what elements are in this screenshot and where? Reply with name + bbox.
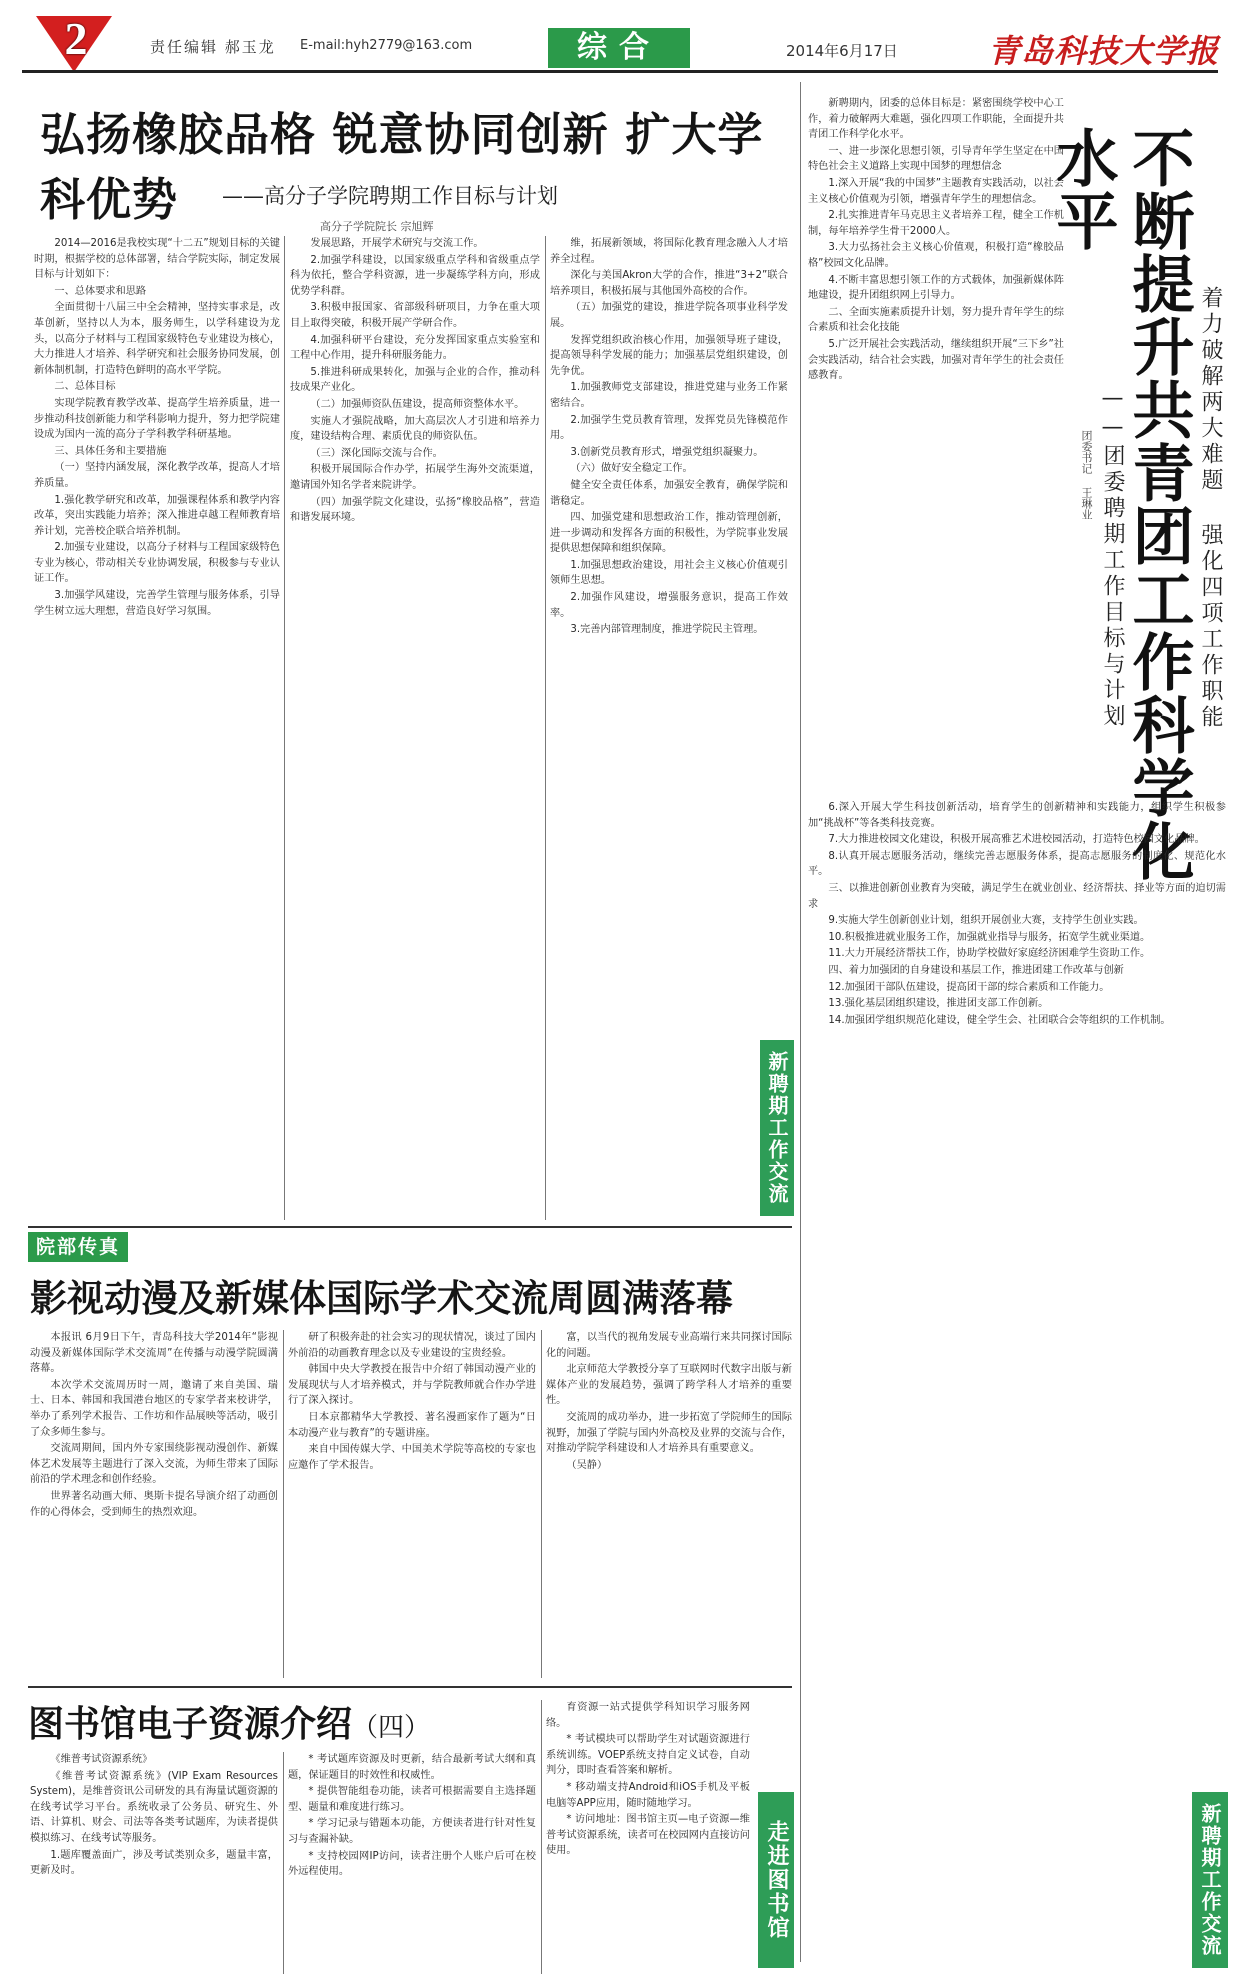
paragraph: 3.积极申报国家、省部级科研项目，力争在重大项目上取得突破，积极开展产学研合作。: [290, 302, 540, 329]
column-rule: [284, 236, 285, 1220]
story4-column-1: [30, 1752, 278, 1974]
story4-column-tag: 走进图书馆: [758, 1792, 794, 1968]
paragraph: 日本京都精华大学教授、著名漫画家作了题为“日本动漫产业与教育”的专题讲座。: [288, 1411, 536, 1439]
story3-headline: 影视动漫及新媒体国际学术交流周圆满落幕: [30, 1277, 733, 1320]
paragraph: 一、总体要求和思路: [54, 285, 147, 297]
paragraph: 四、着力加强团的自身建设和基层工作，推进团建工作改革与创新: [828, 964, 1124, 976]
paragraph: 新聘期内，团委的总体目标是：紧密围绕学校中心工作，着力破解两大难题，强化四项工作职能，全面提升共青团工作科学化水平。: [808, 98, 1064, 141]
paragraph: 世界著名动画大师、奥斯卡提名导演介绍了动画创作的心得体会，受到师生的热烈欢迎。: [30, 1490, 278, 1518]
paragraph: 13.强化基层团组织建设，推进团支部工作创新。: [828, 998, 1049, 1010]
paragraph: 维，拓展新领域，将国际化教育理念融入人才培养全过程。: [550, 238, 788, 265]
editor-credit: 责任编辑 郝玉龙: [150, 38, 276, 56]
section-label: 综合: [548, 28, 690, 68]
paragraph: 来自中国传媒大学、中国美术学院等高校的专家也应邀作了学术报告。: [288, 1444, 536, 1471]
paragraph: 1.题库覆盖面广，涉及考试类别众多，题量丰富，更新及时。: [30, 1849, 278, 1877]
paragraph: （五）加强党的建设，推进学院各项事业科学发展。: [550, 302, 788, 329]
paper-nameplate: 青岛科技大学报: [988, 33, 1220, 69]
paragraph: 12.加强团干部队伍建设，提高团干部的综合素质和工作能力。: [828, 981, 1110, 993]
paragraph: 1.深入开展“我的中国梦”主题教育实践活动，以社会主义核心价值观为引领，增强青年学生的理想信念。: [808, 177, 1064, 205]
paragraph: 研了积极奔赴的社会实习的现状情况，谈过了国内外前沿的动画教育理念以及专业建设的宝贵经验。: [288, 1332, 536, 1359]
paragraph: （三）深化国际交流与合作。: [310, 447, 443, 459]
editor-email: E-mail:hyh2779@163.com: [300, 38, 473, 53]
paragraph: （二）加强师资队伍建设，提高师资整体水平。: [310, 398, 525, 410]
paragraph: 2.加强专业建设，以高分子材料与工程国家级特色专业为核心，带动相关专业协调发展，积极参与专业认证工作。: [34, 542, 280, 585]
paragraph: 14.加强团学组织规范化建设，健全学生会、社团联合会等组织的工作机制。: [828, 1014, 1171, 1026]
paragraph: 北京师范大学教授分享了互联网时代数字出版与新媒体产业的发展趋势，强调了跨学科人才培养的重要性。: [546, 1364, 792, 1407]
paragraph: * 学习记录与错题本功能，方便读者进行针对性复习与查漏补缺。: [288, 1818, 536, 1845]
story1-column-1: [34, 236, 280, 1224]
paragraph: 10.积极推进就业服务工作，加强就业指导与服务，拓宽学生就业渠道。: [828, 931, 1151, 943]
paragraph: 发展思路，开展学术研究与交流工作。: [310, 238, 484, 249]
masthead-rule: [22, 70, 1218, 73]
paragraph: 4.加强科研平台建设，充分发挥国家重点实验室和工程中心作用，提升科研服务能力。: [290, 334, 540, 362]
paragraph: * 考试模块可以帮助学生对试题资源进行系统训练。VOEP系统支持自定义试卷，自动判分，即时查看答案和解析。: [546, 1734, 750, 1777]
paragraph: 韩国中央大学教授在报告中介绍了韩国动漫产业的发展现状与人才培养模式，并与学院教师就合作办学进行了深入探讨。: [288, 1364, 536, 1407]
paragraph: 3.完善内部管理制度，推进学院民主管理。: [570, 624, 764, 636]
story1-column-tag: 新聘期工作交流: [760, 1040, 794, 1216]
paragraph: 9.实施大学生创新创业计划，组织开展创业大赛，支持学生创业实践。: [828, 915, 1144, 927]
paragraph: 1.强化教学研究和改革，加强课程体系和教学内容改革，突出实践能力培养；深入推进卓越工程师教育培养计划，完善校企联合培养机制。: [34, 494, 280, 537]
paragraph: 三、以推进创新创业教育为突破，满足学生在就业创业、经济帮扶、择业等方面的迫切需求: [808, 882, 1226, 910]
paragraph: 本报讯 6月9日下午，青岛科技大学2014年“影视动漫及新媒体国际学术交流周”在传播与动漫学院圆满落幕。: [30, 1332, 278, 1375]
paragraph: 《维普考试资源系统》(VIP Exam Resources System)，是维普资讯公司研发的具有海量试题资源的在线考试学习平台。系统收录了公务员、研究生、外语、计算机、财会、司法等各类考试题库，为读者提供模拟练习、在线考试等服务。: [30, 1770, 278, 1844]
paragraph: 实施人才强院战略，加大高层次人才引进和培养力度，建设结构合理、素质优良的师资队伍。: [290, 415, 540, 443]
story2-deck-2: ——团委聘期工作目标与计划: [1100, 386, 1125, 730]
paragraph: （一）坚持内涵发展，深化教学改革，提高人才培养质量。: [34, 462, 280, 489]
paragraph: 三、具体任务和主要措施: [54, 445, 167, 457]
paragraph: （吴静）: [566, 1459, 608, 1471]
column-rule: [283, 1752, 284, 1974]
story3-column-3: [546, 1330, 792, 1680]
paragraph: （四）加强学院文化建设，弘扬“橡胶品格”，营造和谐发展环境。: [290, 496, 540, 524]
paragraph: 交流周期间，国内外专家围绕影视动漫创作、新媒体艺术发展等主题进行了深入交流，为师生带来了国际前沿的学术理念和创作经验。: [30, 1443, 278, 1486]
paragraph: 四、加强党建和思想政治工作，推动管理创新，进一步调动和发挥各方面的积极性，为学院事业发展提供思想保障和组织保障。: [550, 512, 788, 555]
masthead: [0, 0, 1236, 72]
page-number: 2: [64, 13, 88, 64]
paragraph: 2.加强作风建设，增强服务意识，提高工作效率。: [550, 592, 788, 619]
paragraph: 二、总体目标: [54, 381, 116, 393]
story2-column-tag: 新聘期工作交流: [1192, 1792, 1228, 1968]
paragraph: * 考试题库资源及时更新，结合最新考试大纲和真题，保证题目的时效性和权威性。: [288, 1754, 536, 1781]
paragraph: 2.加强学生党员教育管理，发挥党员先锋模范作用。: [550, 414, 788, 442]
story2-byline: 团委书记 王琳业: [1080, 430, 1093, 520]
story4-column-3: [546, 1700, 750, 1974]
paragraph: 3.加强学风建设，完善学生管理与服务体系，引导学生树立远大理想，营造良好学习氛围。: [34, 590, 280, 617]
paragraph: 2014—2016是我校实现“十二五”规划目标的关键时期，根据学校的总体部署，结合学院实际，制定发展目标与计划如下：: [34, 238, 280, 281]
section-tag: 院部传真: [28, 1232, 128, 1262]
paragraph: 5.推进科研成果转化，加强与企业的合作，推动科技成果产业化。: [290, 366, 540, 394]
section-divider: [28, 1226, 792, 1228]
story2-column-2: [808, 800, 1226, 1810]
paragraph: 8.认真开展志愿服务活动，继续完善志愿服务体系，提高志愿服务的制度化、规范化水平。: [808, 850, 1226, 878]
story1-headline: 弘扬橡胶品格 锐意协同创新 扩大学科优势: [40, 108, 764, 226]
paragraph: 深化与美国Akron大学的合作，推进“3+2”联合培养项目，积极拓展与其他国外高校的合作。: [550, 270, 788, 297]
story1-byline: 高分子学院院长 宗旭辉: [320, 220, 434, 233]
paragraph: （六）做好安全稳定工作。: [570, 463, 693, 475]
paragraph: 交流周的成功举办，进一步拓宽了学院师生的国际视野，加强了学院与国内外高校及业界的交流与合作，对推动学院学科建设和人才培养具有重要意义。: [546, 1411, 792, 1455]
paragraph: * 提供智能组卷功能，读者可根据需要自主选择题型、题量和难度进行练习。: [288, 1786, 536, 1813]
paragraph: 1.加强教师党支部建设，推进党建与业务工作紧密结合。: [550, 382, 788, 409]
paragraph: 《维普考试资源系统》: [50, 1754, 153, 1765]
column-rule: [541, 1700, 542, 1974]
column-rule: [800, 82, 801, 1962]
story4-headline-part: （四）: [352, 1713, 431, 1743]
story3-column-1: [30, 1330, 278, 1680]
paragraph: * 支持校园网IP访问，读者注册个人账户后可在校外远程使用。: [288, 1850, 536, 1878]
paragraph: 2.加强学科建设，以国家级重点学科和省级重点学科为依托，整合学科资源，进一步凝练学科方向，形成优势学科群。: [290, 254, 540, 297]
paragraph: * 移动端支持Android和iOS手机及平板电脑等APP应用，随时随地学习。: [546, 1781, 750, 1809]
story4-headline-text: 图书馆电子资源介绍: [28, 1704, 353, 1745]
paragraph: 育资源一站式提供学科知识学习服务网络。: [546, 1702, 750, 1729]
paragraph: 二、全面实施素质提升计划，努力提升青年学生的综合素质和社会化技能: [808, 306, 1064, 334]
paragraph: 3.大力弘扬社会主义核心价值观，积极打造“橡胶品格”校园文化品牌。: [808, 242, 1064, 269]
paragraph: 本次学术交流周历时一周，邀请了来自美国、瑞士、日本、韩国和我国港台地区的专家学者来校讲学，举办了系列学术报告、工作坊和作品展映等活动，吸引了众多师生参与。: [30, 1379, 278, 1438]
paragraph: 3.创新党员教育形式，增强党组织凝聚力。: [570, 446, 764, 458]
column-rule: [283, 1330, 284, 1678]
story3-column-2: [288, 1330, 536, 1680]
paragraph: 6.深入开展大学生科技创新活动，培育学生的创新精神和实践能力，组织学生积极参加“挑战杯”等各类科技竞赛。: [808, 802, 1226, 829]
story2-column-1: [808, 96, 1064, 796]
story4-headline: [28, 1696, 430, 1747]
paragraph: 一、进一步深化思想引领，引导青年学生坚定在中国特色社会主义道路上实现中国梦的理想信念: [808, 145, 1064, 173]
paragraph: 5.广泛开展社会实践活动，继续组织开展“三下乡”社会实践活动，结合社会实践，加强对青年学生的社会责任感教育。: [808, 338, 1064, 382]
story1-column-3: [550, 236, 788, 1224]
paragraph: 实现学院教育教学改革、提高学生培养质量，进一步推动科技创新能力和学科影响力提升，努力把学院建设成为国内一流的高分子学科教学科研基地。: [34, 397, 280, 441]
column-rule: [541, 1330, 542, 1678]
story2-headline: 不断提升共青团工作科学化水平: [1046, 126, 1195, 882]
story1-column-2: [290, 236, 540, 1224]
paragraph: 全面贯彻十八届三中全会精神，坚持实事求是，改革创新，坚持以人为本，服务师生，以学科建设为龙头，以高分子材料与工程国家级特色专业建设为核心，大力推进人才培养、科学研究和社会服务协同发展，创新体制机制，打造特色鲜明的高水平学院。: [34, 302, 280, 376]
paragraph: 发挥党组织政治核心作用，加强领导班子建设，提高领导科学发展的能力；加强基层党组织建设，创先争优。: [550, 334, 788, 377]
paragraph: 4.不断丰富思想引领工作的方式载体，加强新媒体阵地建设，提升团组织网上引导力。: [808, 274, 1064, 302]
story2-deck: 着力破解两大难题 强化四项工作职能: [1198, 286, 1223, 731]
paragraph: 1.加强思想政治建设，用社会主义核心价值观引领师生思想。: [550, 559, 788, 587]
paragraph: 健全安全责任体系，加强安全教育，确保学院和谐稳定。: [550, 479, 788, 507]
paragraph: 积极开展国际合作办学，拓展学生海外交流渠道，邀请国外知名学者来院讲学。: [290, 464, 540, 491]
story1-deck: ——高分子学院聘期工作目标与计划: [222, 184, 558, 208]
issue-date: 2014年6月17日: [786, 42, 898, 60]
paragraph: 2.扎实推进青年马克思主义者培养工程，健全工作机制，每年培养学生骨干2000人。: [808, 210, 1064, 237]
paragraph: * 访问地址：图书馆主页—电子资源—维普考试资源系统，读者可在校园网内直接访问使用。: [546, 1814, 750, 1857]
story4-column-2: [288, 1752, 536, 1974]
column-rule: [545, 236, 546, 1220]
section-divider: [28, 1686, 792, 1688]
paragraph: 富，以当代的视角发展专业高端行来共同探讨国际化的问题。: [546, 1332, 792, 1359]
paragraph: 11.大力开展经济帮扶工作，协助学校做好家庭经济困难学生资助工作。: [828, 948, 1151, 960]
paragraph: 7.大力推进校园文化建设，积极开展高雅艺术进校园活动，打造特色校园文化品牌。: [828, 834, 1205, 846]
